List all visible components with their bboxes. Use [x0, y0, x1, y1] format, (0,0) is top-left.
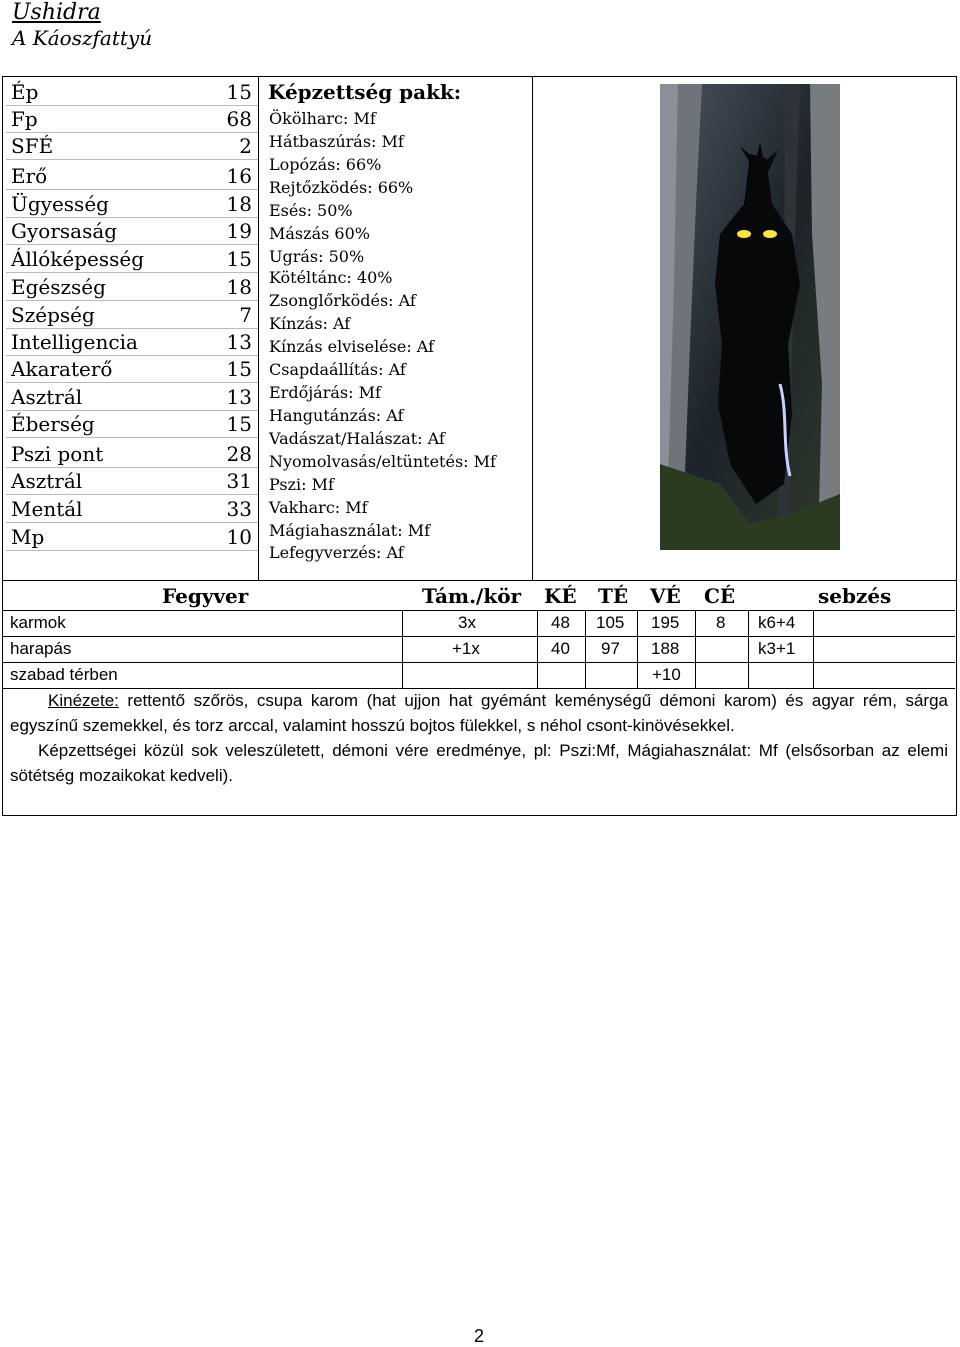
stat-value: 10 [226, 525, 252, 549]
stat-value: 15 [226, 247, 252, 271]
skill-item: Ugrás: 50% [269, 247, 365, 266]
skill-item: Vadászat/Halászat: Af [269, 429, 445, 448]
stat-row [6, 80, 256, 106]
page-number: 2 [474, 1326, 485, 1346]
stat-value: 15 [226, 357, 252, 381]
stat-row [6, 330, 256, 356]
skill-item: Hátbaszúrás: Mf [269, 132, 404, 151]
stat-label: Éberség [11, 412, 95, 436]
appearance-text: rettentő szőrös, csupa karom (hat ujjon hat gyémánt keménységű démoni karom) és agyar rém, sárga egyszínű szemekkel, és torz arccal, valamint hosszú bojtos fülekkel, s néhol csont-kinövésekkel. [10, 691, 948, 735]
stat-row [6, 469, 256, 495]
creature-subtitle: A Káoszfattyú [12, 26, 153, 50]
skill-item: Esés: 50% [269, 201, 353, 220]
weapon-ke: 48 [551, 613, 570, 632]
stat-value: 31 [226, 469, 252, 493]
weapon-header: KÉ [544, 584, 577, 608]
divider [258, 76, 259, 580]
stat-row [6, 303, 256, 329]
creature-name: Ushidra [12, 0, 101, 25]
weapon-ve: 195 [651, 613, 680, 632]
stat-value: 19 [226, 219, 252, 243]
appearance-label: Kinézete: [48, 691, 119, 710]
stat-label: SFÉ [11, 134, 54, 158]
stat-row [6, 247, 256, 273]
stat-label: Akaraterő [11, 357, 113, 381]
stat-label: Erő [11, 164, 48, 188]
weapon-name: harapás [10, 639, 72, 658]
weapon-damage: k6+4 [758, 613, 796, 632]
stat-label: Asztrál [11, 385, 83, 409]
stat-row [6, 497, 256, 523]
stat-label: Gyorsaság [11, 219, 118, 243]
skill-item: Lopózás: 66% [269, 155, 382, 174]
skill-item: Zsonglőrködés: Af [269, 291, 416, 310]
stat-label: Fp [11, 107, 38, 131]
stat-value: 13 [226, 330, 252, 354]
weapon-te: 97 [601, 639, 620, 658]
skill-item: Pszi: Mf [269, 475, 334, 494]
stat-value: 15 [226, 412, 252, 436]
skill-item: Erdőjárás: Mf [269, 383, 381, 402]
skill-item: Kínzás elviselése: Af [269, 337, 434, 356]
weapon-name: szabad térben [10, 665, 118, 684]
skill-item: Mászás 60% [269, 224, 370, 243]
skills-note-paragraph: Képzettségei közül sok veleszületett, démoni vére eredménye, pl: Pszi:Mf, Mágiahasználat: Mf (elsősorban az elemi sötétség mozaikokat kedveli). [10, 741, 948, 785]
stat-label: Ép [11, 80, 39, 104]
weapon-name: karmok [10, 613, 66, 632]
appearance-paragraph [10, 688, 948, 738]
stat-row [6, 357, 256, 383]
stat-value: 7 [239, 303, 252, 327]
stat-label: Intelligencia [11, 330, 138, 354]
skill-item: Lefegyverzés: Af [269, 543, 404, 562]
skill-item: Nyomolvasás/eltüntetés: Mf [269, 452, 496, 471]
weapon-header: TÉ [598, 584, 629, 608]
stat-row [6, 164, 256, 190]
weapon-attacks: +1x [452, 639, 480, 658]
creature-illustration [660, 84, 840, 550]
weapon-header: Tám./kör [422, 584, 522, 608]
stat-label: Egészség [11, 275, 106, 299]
weapon-ve: +10 [652, 665, 681, 684]
stat-value: 18 [226, 192, 252, 216]
skill-item: Ökölharc: Mf [269, 109, 376, 128]
stat-row [6, 107, 256, 133]
weapon-header: sebzés [818, 584, 892, 608]
stat-label: Mentál [11, 497, 83, 521]
skill-item: Kínzás: Af [269, 314, 351, 333]
stat-row [6, 385, 256, 411]
stat-row [6, 442, 256, 468]
weapon-ve: 188 [651, 639, 680, 658]
stat-row [6, 192, 256, 218]
skill-item: Vakharc: Mf [269, 498, 368, 517]
stat-label: Asztrál [11, 469, 83, 493]
stat-row [6, 275, 256, 301]
stat-label: Mp [11, 525, 45, 549]
weapon-ce: 8 [716, 613, 726, 632]
stat-value: 15 [226, 80, 252, 104]
weapon-ke: 40 [551, 639, 570, 658]
stat-value: 33 [226, 497, 252, 521]
stat-value: 2 [239, 134, 252, 158]
stat-row [6, 412, 256, 438]
weapon-header: VÉ [650, 584, 681, 608]
weapon-header: CÉ [704, 584, 736, 608]
skill-item: Hangutánzás: Af [269, 406, 404, 425]
description [10, 688, 948, 788]
stat-row [6, 525, 256, 551]
divider [2, 580, 957, 581]
stat-value: 68 [226, 107, 252, 131]
weapon-attacks: 3x [458, 613, 476, 632]
stat-row [6, 134, 256, 160]
hooded-demon-icon [660, 84, 840, 550]
stat-label: Ügyesség [11, 192, 109, 216]
stat-label: Szépség [11, 303, 95, 327]
skill-item: Mágiahasználat: Mf [269, 521, 431, 540]
divider [532, 76, 533, 580]
skill-item: Kötéltánc: 40% [269, 268, 393, 287]
stat-label: Állóképesség [11, 247, 145, 271]
weapon-damage: k3+1 [758, 639, 796, 658]
stat-row [6, 219, 256, 245]
skill-item: Csapdaállítás: Af [269, 360, 406, 379]
weapon-header: Fegyver [162, 584, 249, 608]
weapon-te: 105 [596, 613, 625, 632]
stat-label: Pszi pont [11, 442, 104, 466]
stat-value: 13 [226, 385, 252, 409]
stat-value: 16 [226, 164, 252, 188]
skill-item: Rejtőzködés: 66% [269, 178, 414, 197]
skills-title: Képzettség pakk: [268, 80, 462, 104]
stat-value: 18 [226, 275, 252, 299]
stat-value: 28 [226, 442, 252, 466]
